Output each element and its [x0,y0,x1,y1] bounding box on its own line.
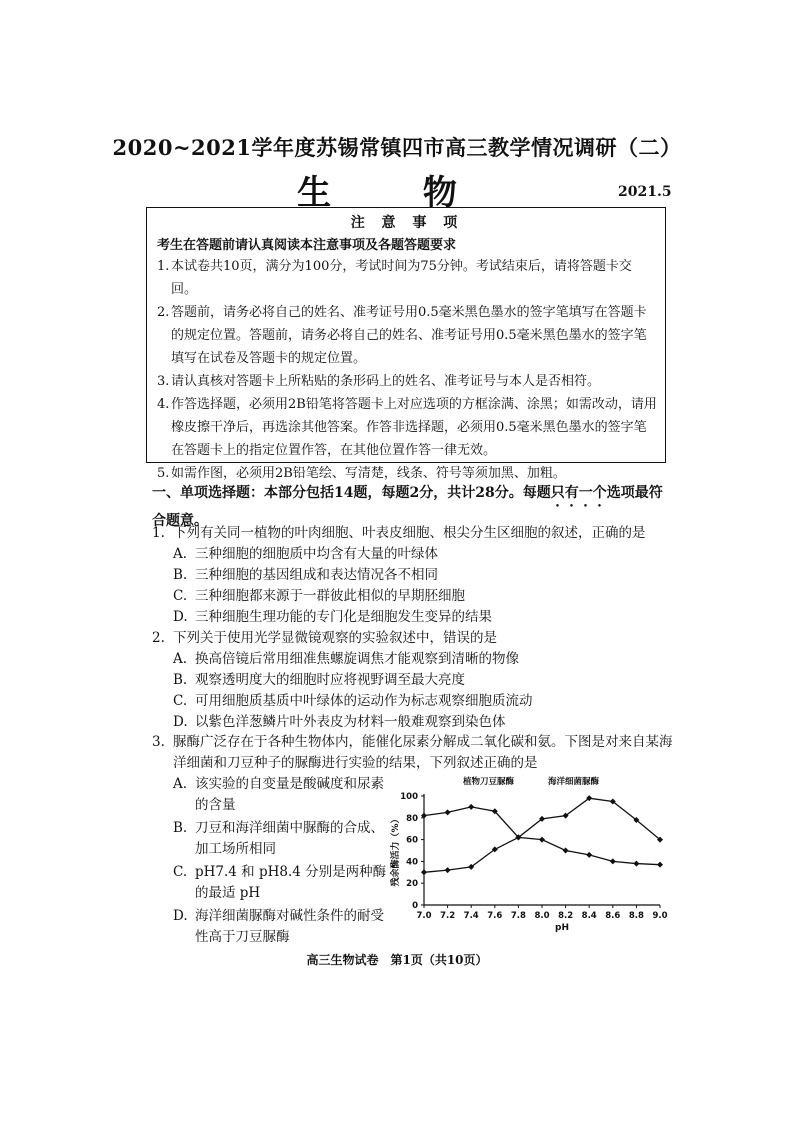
notice-item-text: 如需作图，必须用2B铅笔绘、写清楚，线条、符号等须加黑、加粗。 [171,466,566,481]
x-tick-label: 8.6 [605,911,621,921]
x-tick-label: 9.0 [652,911,668,921]
data-point [539,837,545,843]
x-tick-label: 7.8 [510,911,526,921]
notice-intro: 考生在答题前请认真阅读本注意事项及各题答题要求 [157,238,457,253]
notice-item-num: 3. [157,374,170,389]
notice-item-text: 请认真核对答题卡上所粘贴的条形码上的姓名、准考证号与本人是否相符。 [171,374,601,389]
notice-item-num: 5. [157,466,170,481]
subject-title: 生 物 [297,173,497,213]
data-point [657,862,663,868]
notice-item-num: 1. [157,259,170,274]
option-letter: D. [173,609,188,625]
data-point [633,861,639,867]
y-axis-label: 残余酶活力（%） [391,814,401,887]
option-text: 三种细胞生理功能的专门化是细胞发生变异的结果 [195,609,492,625]
option-letter: B. [173,567,188,583]
data-point [610,858,616,864]
option-a [152,649,677,670]
question-stem [152,732,677,774]
exam-title: 2020~2021学年度苏锡常镇四市高三教学情况调研（二） [112,135,682,160]
option-letter: C. [173,588,188,604]
data-point [445,867,451,873]
x-axis-label: pH [555,923,569,933]
x-tick-label: 7.6 [487,911,503,921]
x-tick-label: 8.8 [628,911,644,921]
question-2 [152,628,677,733]
section-heading-part: 选项最符合题意。 [152,485,663,529]
option-letter: A. [173,651,188,667]
notice-item [157,393,657,462]
notice-item-text: 作答选择题，必须用2B铅笔将答题卡上对应选项的方框涂满、涂黑；如需改动，请用橡皮擦干净后，再选涂其他答案。作答非选择题，必须用0.5毫米黑色墨水的签字笔在答题卡上的指定位置作答，在其他位置作答一律无效。 [171,397,657,458]
x-tick-label: 7.4 [463,911,479,921]
notice-item-text: 本试卷共10页，满分为100分，考试时间为75分钟。考试结束后，请将答题卡交回。 [171,259,632,297]
option-text: 可用细胞质基质中叶绿体的运动作为标志观察细胞质流动 [195,693,533,709]
data-point [445,809,451,815]
legend-label-marine-bacteria: 海洋细菌脲酶 [548,777,600,787]
option-letter: D. [173,714,188,730]
section-heading-emphasis: 只有一个 [550,485,607,501]
option-letter: A. [173,546,188,562]
y-tick-label: 40 [406,857,418,868]
option-letter: C. [173,864,188,880]
notice-item-text: 答题前，请务必将自己的姓名、准考证号用0.5毫米黑色墨水的签字笔填写在答题卡的规定位置。答题前，请务必将自己的姓名、准考证号用0.5毫米黑色墨水的签字笔填写在试卷及答题卡的规定位置。 [171,305,647,366]
option-c [152,586,677,607]
question-num: 3. [152,734,165,750]
option-d [152,607,677,628]
notice-box [146,207,666,481]
option-text: 三种细胞的细胞质中均含有大量的叶绿体 [195,546,438,562]
y-tick-label: 0 [412,901,418,911]
option-letter: B. [173,672,188,688]
option-b [173,818,388,860]
page-footer: 高三生物试卷 第1页（共10页） [306,953,488,967]
data-point [421,869,427,875]
question-stem-text: 下列有关同一植物的叶肉细胞、叶表皮细胞、根尖分生区细胞的叙述，正确的是 [173,525,646,541]
question-stem-text: 脲酶广泛存在于各种生物体内，能催化尿素分解成二氧化碳和氨。下图是对来自某海洋细菌和刀豆种子的脲酶进行实验的结果，下列叙述正确的是 [173,734,673,771]
option-c [152,691,677,712]
option-text: 刀豆和海洋细菌中脲酶的合成、加工场所相同 [195,820,384,857]
option-a [173,774,388,816]
question-stem [152,523,677,544]
x-tick-label: 8.2 [558,911,574,921]
option-c [173,862,388,904]
option-text: 换高倍镜后常用细准焦螺旋调焦才能观察到清晰的物像 [195,651,519,667]
y-tick-label: 60 [406,835,418,846]
question-num: 2. [152,630,165,646]
option-text: 以紫色洋葱鳞片叶外表皮为材料一般难观察到染色体 [195,714,506,730]
y-tick-label: 20 [406,879,418,890]
series-line-jackbean [424,807,660,865]
option-text: 观察透明度大的细胞时应将视野调至最大亮度 [195,672,465,688]
x-tick-label: 7.2 [440,911,456,921]
option-letter: A. [173,776,188,792]
option-d [152,712,677,733]
notice-item [157,301,657,370]
question-stem-text: 下列关于使用光学显微镜观察的实验叙述中，错误的是 [173,630,497,646]
option-b [152,565,677,586]
question-3 [152,732,677,774]
section-heading-part: 一、单项选择题：本部分包括14题，每题2分，共计28分。每题 [152,485,551,501]
x-tick-label: 8.4 [581,911,597,921]
notice-item-num: 2. [157,305,170,320]
question-1 [152,523,677,628]
x-tick-label: 8.0 [534,911,550,921]
option-text: 三种细胞都来源于一群彼此相似的早期胚细胞 [195,588,465,604]
notice-item [157,255,657,301]
option-a [152,544,677,565]
exam-date: 2021.5 [618,184,672,200]
question-stem [152,628,677,649]
option-text: 海洋细菌脲酶对碱性条件的耐受性高于刀豆脲酶 [195,908,384,945]
data-point [586,852,592,858]
notice-item-num: 4. [157,397,170,412]
urease-activity-chart [378,772,678,940]
notice-item [157,370,657,393]
question-num: 1. [152,525,165,541]
question-3-options [173,774,388,948]
option-letter: B. [173,820,188,836]
data-point [563,848,569,854]
x-tick-label: 7.0 [416,911,432,921]
notice-title: 注 意 事 项 [350,215,464,231]
legend-label-jackbean: 植物刀豆脲酶 [463,777,515,787]
option-b [152,670,677,691]
option-text: 该实验的自变量是酸碱度和尿素的含量 [195,776,384,813]
option-letter: C. [173,693,188,709]
y-tick-label: 100 [400,792,418,802]
y-tick-label: 80 [406,813,418,824]
option-text: pH7.4 和 pH8.4 分别是两种酶的最适 pH [195,864,387,901]
option-d [173,906,388,948]
option-text: 三种细胞的基因组成和表达情况各不相同 [195,567,438,583]
data-point [468,804,474,810]
option-letter: D. [173,908,188,924]
